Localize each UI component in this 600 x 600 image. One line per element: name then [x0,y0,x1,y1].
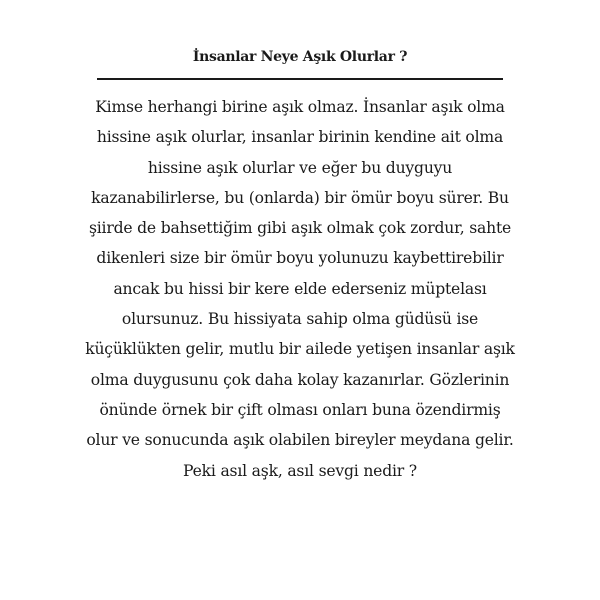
body-paragraph [30,92,570,486]
text-line: hissine aşık olurlar ve eğer bu duyguyu [147,158,453,177]
text-line: Kimse herhangi birine aşık olmaz. İnsanlar aşık olma [95,98,505,116]
text-line: dikenleri size bir ömür boyu yolunuzu kaybettirebilir [96,249,504,268]
text-line: kazanabilirlerse, bu (onlarda) bir ömür boyu sürer. Bu [91,188,509,207]
text-line: hissine aşık olurlar, insanlar birinin kendine ait olma [96,128,504,147]
title-underline [97,78,503,80]
text-line: olur ve sonucunda aşık olabilen bireyler meydana gelir. [86,431,514,450]
text-line: şiirde de bahsettiğim gibi aşık olmak çok zordur, sahte [88,219,512,238]
text-line: Peki asıl aşk, asıl sevgi nedir ? [183,461,417,480]
text-line: ancak bu hissi bir kere elde ederseniz müptelası [113,279,487,298]
text-line: olursunuz. Bu hissiyata sahip olma güdüsü ise [121,310,479,329]
text-line: küçüklükten gelir, mutlu bir ailede yetişen insanlar aşık [85,340,515,359]
text-line: önünde örnek bir çift olması onları buna özendirmiş [99,400,501,419]
text-line: olma duygusunu çok daha kolay kazanırlar. Gözlerinin [90,370,510,389]
document-title: İnsanlar Neye Aşık Olurlar ? [192,49,408,65]
